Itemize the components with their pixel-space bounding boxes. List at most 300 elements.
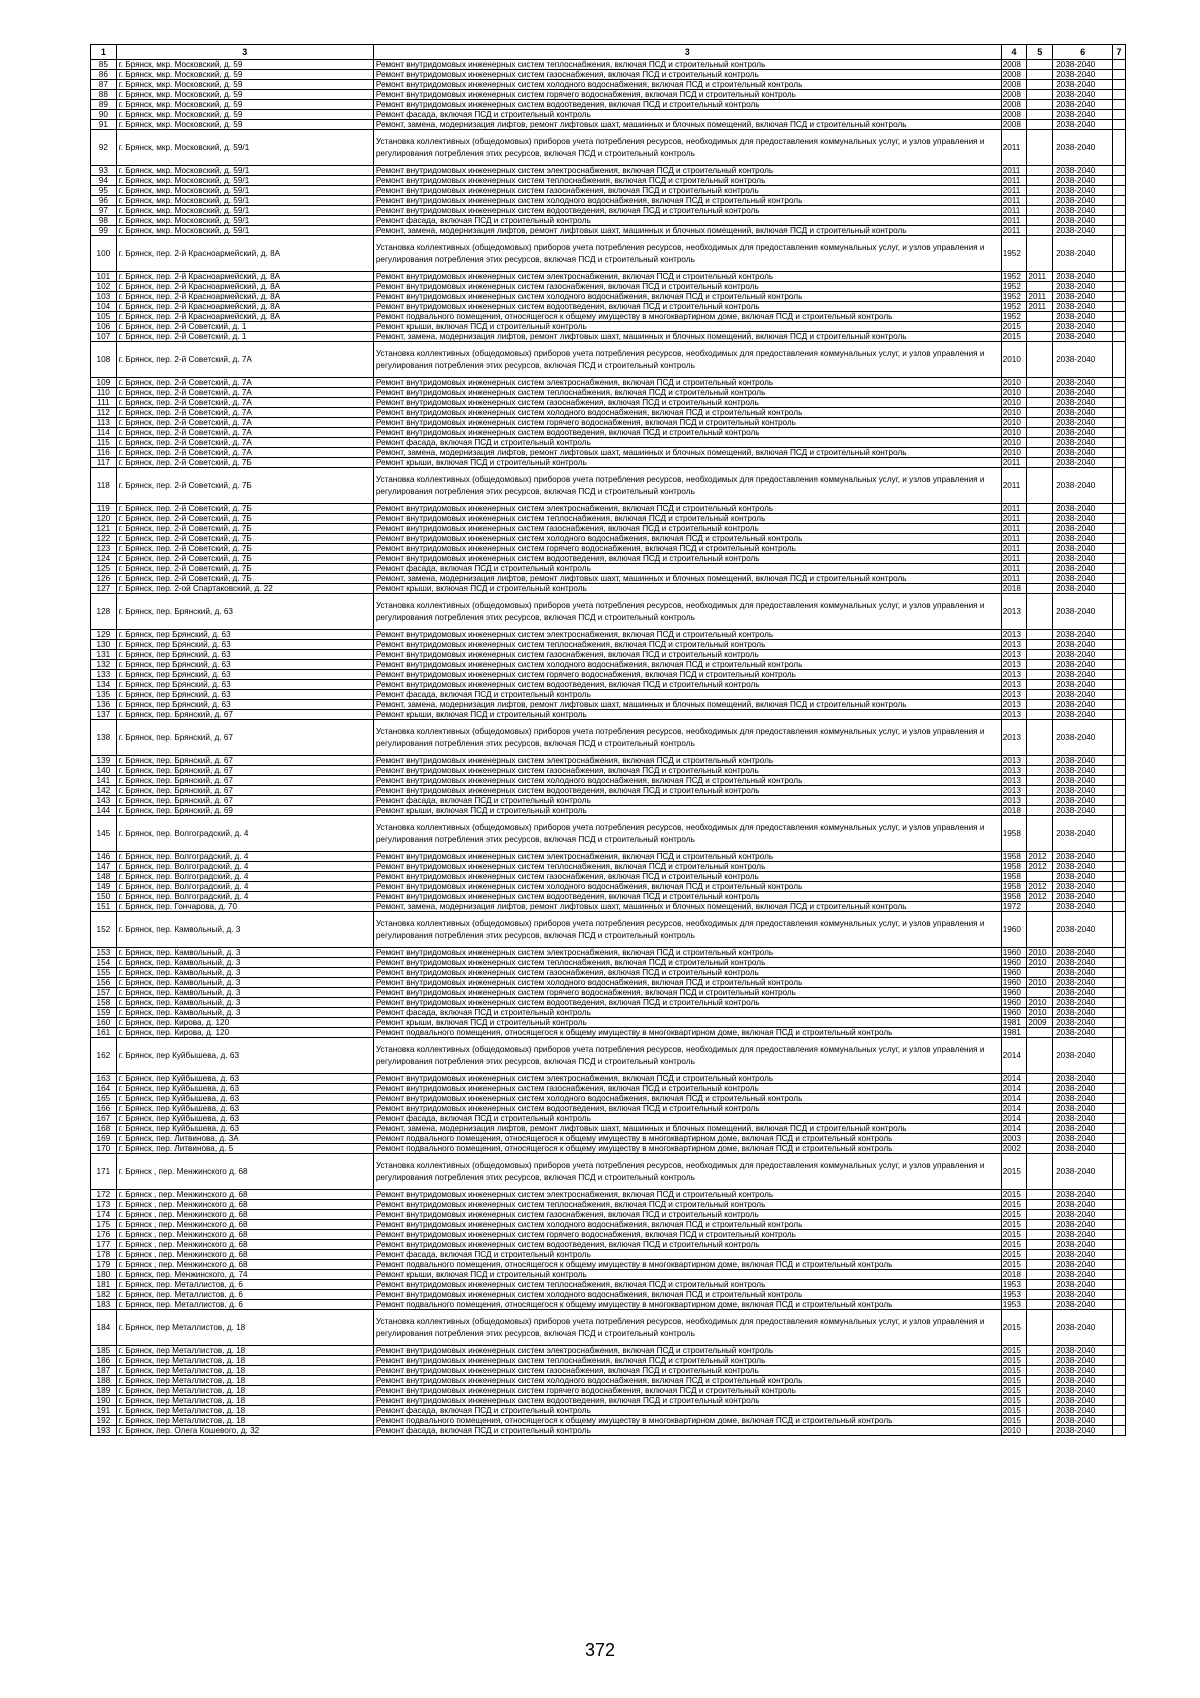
empty-cell [1113,312,1126,322]
work-type-cell: Ремонт внутридомовых инженерных систем холодного водоснабжения, включая ПСД и строительный контроль [373,534,1001,544]
year-built-cell: 2014 [1001,1038,1027,1074]
empty-cell [1113,80,1126,90]
last-repair-year-cell [1027,90,1053,100]
year-built-cell: 2011 [1001,458,1027,468]
table-row [91,322,1126,332]
year-built-cell: 1972 [1001,902,1027,912]
address-cell: г. Брянск, пер. 2-й Советский, д. 7А [116,408,373,418]
last-repair-year-cell [1027,1290,1053,1300]
empty-cell [1113,968,1126,978]
empty-cell [1113,514,1126,524]
table-row [91,660,1126,670]
empty-cell [1113,806,1126,816]
planned-period-cell: 2038-2040 [1053,554,1113,564]
year-built-cell: 2013 [1001,690,1027,700]
address-cell: г. Брянск, пер. 2-й Советский, д. 7Б [116,554,373,564]
last-repair-year-cell [1027,1124,1053,1134]
address-cell: г. Брянск , пер. Менжинского д. 68 [116,1210,373,1220]
year-built-cell: 2011 [1001,130,1027,166]
year-built-cell: 2015 [1001,1200,1027,1210]
planned-period-cell: 2038-2040 [1053,206,1113,216]
empty-cell [1113,272,1126,282]
row-number: 110 [91,388,117,398]
row-number: 105 [91,312,117,322]
last-repair-year-cell: 2010 [1027,998,1053,1008]
last-repair-year-cell [1027,1220,1053,1230]
year-built-cell: 2003 [1001,1134,1027,1144]
empty-cell [1113,988,1126,998]
planned-period-cell: 2038-2040 [1053,862,1113,872]
work-type-cell: Ремонт внутридомовых инженерных систем газоснабжения, включая ПСД и строительный контроль [373,524,1001,534]
year-built-cell: 1960 [1001,988,1027,998]
year-built-cell: 2015 [1001,1240,1027,1250]
row-number: 128 [91,594,117,630]
row-number: 103 [91,292,117,302]
last-repair-year-cell [1027,70,1053,80]
table-row [91,766,1126,776]
table-body [91,60,1126,1436]
work-type-cell: Ремонт внутридомовых инженерных систем водоотведения, включая ПСД и строительный контроль [373,1396,1001,1406]
row-number: 140 [91,766,117,776]
work-type-cell: Ремонт внутридомовых инженерных систем газоснабжения, включая ПСД и строительный контроль [373,1210,1001,1220]
planned-period-cell: 2038-2040 [1053,398,1113,408]
address-cell: г. Брянск , пер. Менжинского д. 68 [116,1260,373,1270]
last-repair-year-cell [1027,458,1053,468]
table-row [91,640,1126,650]
year-built-cell: 2010 [1001,378,1027,388]
planned-period-cell: 2038-2040 [1053,458,1113,468]
empty-cell [1113,1356,1126,1366]
planned-period-cell: 2038-2040 [1053,1094,1113,1104]
row-number: 164 [91,1084,117,1094]
last-repair-year-cell [1027,1104,1053,1114]
last-repair-year-cell [1027,776,1053,786]
planned-period-cell: 2038-2040 [1053,312,1113,322]
last-repair-year-cell [1027,1190,1053,1200]
address-cell: г. Брянск, пер. Литвинова, д. 3А [116,1134,373,1144]
planned-period-cell: 2038-2040 [1053,186,1113,196]
address-cell: г. Брянск, пер Брянский, д. 63 [116,650,373,660]
row-number: 112 [91,408,117,418]
year-built-cell: 1958 [1001,816,1027,852]
year-built-cell: 2013 [1001,720,1027,756]
empty-cell [1113,438,1126,448]
empty-cell [1113,1154,1126,1190]
year-built-cell: 1958 [1001,882,1027,892]
table-row [91,448,1126,458]
table-row [91,504,1126,514]
table-header-row [91,45,1126,60]
planned-period-cell: 2038-2040 [1053,1210,1113,1220]
address-cell: г. Брянск , пер. Менжинского д. 68 [116,1240,373,1250]
row-number: 139 [91,756,117,766]
work-type-cell: Ремонт внутридомовых инженерных систем горячего водоснабжения, включая ПСД и строительный контроль [373,90,1001,100]
table-row [91,574,1126,584]
row-number: 145 [91,816,117,852]
empty-cell [1113,1310,1126,1346]
address-cell: г. Брянск, пер. Камвольный, д. 3 [116,958,373,968]
empty-cell [1113,892,1126,902]
year-built-cell: 1958 [1001,872,1027,882]
row-number: 172 [91,1190,117,1200]
year-built-cell: 2014 [1001,1104,1027,1114]
address-cell: г. Брянск, пер. Брянский, д. 67 [116,720,373,756]
address-cell: г. Брянск, пер Брянский, д. 63 [116,690,373,700]
address-cell: г. Брянск, пер. Брянский, д. 67 [116,756,373,766]
year-built-cell: 2010 [1001,408,1027,418]
work-type-cell: Ремонт фасада, включая ПСД и строительный контроль [373,796,1001,806]
year-built-cell: 2015 [1001,1386,1027,1396]
last-repair-year-cell [1027,816,1053,852]
empty-cell [1113,1074,1126,1084]
work-type-cell: Ремонт фасада, включая ПСД и строительный контроль [373,438,1001,448]
empty-cell [1113,468,1126,504]
work-type-cell: Ремонт внутридомовых инженерных систем холодного водоснабжения, включая ПСД и строительный контроль [373,1376,1001,1386]
work-type-cell: Ремонт внутридомовых инженерных систем теплоснабжения, включая ПСД и строительный контроль [373,176,1001,186]
last-repair-year-cell [1027,806,1053,816]
planned-period-cell: 2038-2040 [1053,1104,1113,1114]
table-row [91,1114,1126,1124]
work-type-cell: Ремонт внутридомовых инженерных систем теплоснабжения, включая ПСД и строительный контроль [373,514,1001,524]
year-built-cell: 2011 [1001,524,1027,534]
empty-cell [1113,1134,1126,1144]
last-repair-year-cell [1027,100,1053,110]
work-type-cell: Ремонт, замена, модернизация лифтов, ремонт лифтовых шахт, машинных и блочных помещений, включая ПСД и строительный контроль [373,574,1001,584]
table-row [91,332,1126,342]
table-row [91,862,1126,872]
planned-period-cell: 2038-2040 [1053,1028,1113,1038]
row-number: 188 [91,1376,117,1386]
row-number: 171 [91,1154,117,1190]
table-row [91,216,1126,226]
table-row [91,514,1126,524]
empty-cell [1113,882,1126,892]
empty-cell [1113,1280,1126,1290]
work-type-cell: Ремонт внутридомовых инженерных систем горячего водоснабжения, включая ПСД и строительный контроль [373,670,1001,680]
last-repair-year-cell [1027,524,1053,534]
last-repair-year-cell [1027,640,1053,650]
planned-period-cell: 2038-2040 [1053,1366,1113,1376]
address-cell: г. Брянск, пер. 2-й Советский, д. 7Б [116,504,373,514]
table-row [91,584,1126,594]
table-row [91,1366,1126,1376]
work-type-cell: Ремонт внутридомовых инженерных систем газоснабжения, включая ПСД и строительный контроль [373,398,1001,408]
last-repair-year-cell [1027,796,1053,806]
address-cell: г. Брянск, мкр. Московский, д. 59 [116,120,373,130]
row-number: 190 [91,1396,117,1406]
row-number: 98 [91,216,117,226]
last-repair-year-cell [1027,438,1053,448]
table-row [91,700,1126,710]
row-number: 184 [91,1310,117,1346]
planned-period-cell: 2038-2040 [1053,292,1113,302]
empty-cell [1113,912,1126,948]
address-cell: г. Брянск, пер. Брянский, д. 67 [116,766,373,776]
year-built-cell: 2013 [1001,796,1027,806]
work-type-cell: Ремонт фасада, включая ПСД и строительный контроль [373,110,1001,120]
work-type-cell: Ремонт подвального помещения, относящегося к общему имуществу в многоквартирном доме, включая ПСД и строительный контроль [373,1134,1001,1144]
table-row [91,1426,1126,1436]
planned-period-cell: 2038-2040 [1053,796,1113,806]
planned-period-cell: 2038-2040 [1053,226,1113,236]
year-built-cell: 2018 [1001,1270,1027,1280]
row-number: 86 [91,70,117,80]
address-cell: г. Брянск, пер. 2-й Советский, д. 1 [116,332,373,342]
row-number: 90 [91,110,117,120]
table-row [91,282,1126,292]
work-type-cell: Ремонт внутридомовых инженерных систем холодного водоснабжения, включая ПСД и строительный контроль [373,882,1001,892]
address-cell: г. Брянск, пер. 2-й Советский, д. 7Б [116,514,373,524]
year-built-cell: 2013 [1001,776,1027,786]
last-repair-year-cell [1027,378,1053,388]
empty-cell [1113,1240,1126,1250]
row-number: 129 [91,630,117,640]
table-row [91,852,1126,862]
table-row [91,1074,1126,1084]
last-repair-year-cell [1027,1406,1053,1416]
empty-cell [1113,584,1126,594]
work-type-cell: Ремонт подвального помещения, относящегося к общему имуществу в многоквартирном доме, включая ПСД и строительный контроль [373,1260,1001,1270]
planned-period-cell: 2038-2040 [1053,282,1113,292]
table-row [91,710,1126,720]
last-repair-year-cell [1027,988,1053,998]
work-type-cell: Ремонт внутридомовых инженерных систем водоотведения, включая ПСД и строительный контроль [373,100,1001,110]
planned-period-cell: 2038-2040 [1053,428,1113,438]
address-cell: г. Брянск, пер Куйбышева, д. 63 [116,1124,373,1134]
empty-cell [1113,1084,1126,1094]
planned-period-cell: 2038-2040 [1053,1250,1113,1260]
work-type-cell: Установка коллективных (общедомовых) приборов учета потребления ресурсов, необходимых для предоставления коммунальных услуг, и узлов управления и регулирования потребления этих ресурсов, включая ПСД и строительный контроль [373,1154,1001,1190]
last-repair-year-cell [1027,408,1053,418]
row-number: 91 [91,120,117,130]
work-type-cell: Ремонт внутридомовых инженерных систем водоотведения, включая ПСД и строительный контроль [373,680,1001,690]
table-row [91,1124,1126,1134]
planned-period-cell: 2038-2040 [1053,640,1113,650]
work-type-cell: Ремонт внутридомовых инженерных систем газоснабжения, включая ПСД и строительный контроль [373,872,1001,882]
row-number: 88 [91,90,117,100]
row-number: 173 [91,1200,117,1210]
empty-cell [1113,398,1126,408]
table-row [91,342,1126,378]
address-cell: г. Брянск, пер. 2-й Красноармейский, д. 8А [116,302,373,312]
table-row [91,988,1126,998]
row-number: 182 [91,1290,117,1300]
row-number: 144 [91,806,117,816]
empty-cell [1113,1190,1126,1200]
row-number: 134 [91,680,117,690]
address-cell: г. Брянск, мкр. Московский, д. 59/1 [116,130,373,166]
row-number: 161 [91,1028,117,1038]
year-built-cell: 2011 [1001,544,1027,554]
address-cell: г. Брянск, пер. Волгоградский, д. 4 [116,862,373,872]
document-sheet [90,44,1126,1436]
year-built-cell: 2013 [1001,786,1027,796]
last-repair-year-cell: 2012 [1027,852,1053,862]
address-cell: г. Брянск, пер Металлистов, д. 18 [116,1346,373,1356]
year-built-cell: 1953 [1001,1290,1027,1300]
table-row [91,670,1126,680]
empty-cell [1113,1250,1126,1260]
empty-cell [1113,630,1126,640]
row-number: 124 [91,554,117,564]
address-cell: г. Брянск, пер. 2-й Советский, д. 7А [116,438,373,448]
work-type-cell: Ремонт внутридомовых инженерных систем газоснабжения, включая ПСД и строительный контроль [373,1084,1001,1094]
table-row [91,130,1126,166]
year-built-cell: 1960 [1001,998,1027,1008]
empty-cell [1113,408,1126,418]
row-number: 102 [91,282,117,292]
empty-cell [1113,418,1126,428]
row-number: 114 [91,428,117,438]
row-number: 142 [91,786,117,796]
planned-period-cell: 2038-2040 [1053,1008,1113,1018]
row-number: 132 [91,660,117,670]
work-type-cell: Ремонт подвального помещения, относящегося к общему имуществу в многоквартирном доме, включая ПСД и строительный контроль [373,1300,1001,1310]
work-type-cell: Ремонт крыши, включая ПСД и строительный контроль [373,458,1001,468]
work-type-cell: Ремонт внутридомовых инженерных систем горячего водоснабжения, включая ПСД и строительный контроль [373,1386,1001,1396]
table-row [91,166,1126,176]
row-number: 130 [91,640,117,650]
planned-period-cell: 2038-2040 [1053,408,1113,418]
work-type-cell: Ремонт внутридомовых инженерных систем водоотведения, включая ПСД и строительный контроль [373,302,1001,312]
year-built-cell: 2013 [1001,594,1027,630]
table-row [91,524,1126,534]
row-number: 153 [91,948,117,958]
empty-cell [1113,862,1126,872]
year-built-cell: 1952 [1001,312,1027,322]
table-row [91,958,1126,968]
planned-period-cell: 2038-2040 [1053,236,1113,272]
work-type-cell: Установка коллективных (общедомовых) приборов учета потребления ресурсов, необходимых для предоставления коммунальных услуг, и узлов управления и регулирования потребления этих ресурсов, включая ПСД и строительный контроль [373,130,1001,166]
empty-cell [1113,1144,1126,1154]
table-row [91,1300,1126,1310]
table-row [91,564,1126,574]
work-type-cell: Установка коллективных (общедомовых) приборов учета потребления ресурсов, необходимых для предоставления коммунальных услуг, и узлов управления и регулирования потребления этих ресурсов, включая ПСД и строительный контроль [373,1038,1001,1074]
empty-cell [1113,796,1126,806]
address-cell: г. Брянск, мкр. Московский, д. 59 [116,70,373,80]
row-number: 160 [91,1018,117,1028]
last-repair-year-cell [1027,504,1053,514]
planned-period-cell: 2038-2040 [1053,564,1113,574]
row-number: 189 [91,1386,117,1396]
last-repair-year-cell: 2011 [1027,272,1053,282]
empty-cell [1113,1290,1126,1300]
last-repair-year-cell [1027,398,1053,408]
empty-cell [1113,766,1126,776]
address-cell: г. Брянск, пер. 2-й Советский, д. 7А [116,398,373,408]
planned-period-cell: 2038-2040 [1053,216,1113,226]
work-type-cell: Ремонт внутридомовых инженерных систем горячего водоснабжения, включая ПСД и строительный контроль [373,418,1001,428]
year-built-cell: 2011 [1001,554,1027,564]
table-row [91,978,1126,988]
header-col-6: 6 [1053,45,1113,60]
table-row [91,186,1126,196]
year-built-cell: 2010 [1001,428,1027,438]
work-type-cell: Ремонт фасада, включая ПСД и строительный контроль [373,690,1001,700]
capital-repair-table [90,44,1126,1436]
last-repair-year-cell [1027,1210,1053,1220]
table-row [91,816,1126,852]
work-type-cell: Ремонт внутридомовых инженерных систем теплоснабжения, включая ПСД и строительный контроль [373,958,1001,968]
last-repair-year-cell [1027,1310,1053,1346]
year-built-cell: 1952 [1001,236,1027,272]
row-number: 96 [91,196,117,206]
year-built-cell: 2011 [1001,166,1027,176]
year-built-cell: 1960 [1001,978,1027,988]
planned-period-cell: 2038-2040 [1053,302,1113,312]
row-number: 115 [91,438,117,448]
year-built-cell: 2015 [1001,1190,1027,1200]
row-number: 87 [91,80,117,90]
last-repair-year-cell [1027,912,1053,948]
table-row [91,292,1126,302]
table-row [91,1290,1126,1300]
planned-period-cell: 2038-2040 [1053,766,1113,776]
table-row [91,1210,1126,1220]
row-number: 146 [91,852,117,862]
row-number: 162 [91,1038,117,1074]
address-cell: г. Брянск, пер. 2-ой Спартаковский, д. 22 [116,584,373,594]
last-repair-year-cell [1027,312,1053,322]
address-cell: г. Брянск, мкр. Московский, д. 59 [116,60,373,70]
address-cell: г. Брянск, мкр. Московский, д. 59 [116,110,373,120]
empty-cell [1113,236,1126,272]
year-built-cell: 1960 [1001,958,1027,968]
address-cell: г. Брянск, пер Куйбышева, д. 63 [116,1104,373,1114]
work-type-cell: Ремонт внутридомовых инженерных систем холодного водоснабжения, включая ПСД и строительный контроль [373,1290,1001,1300]
work-type-cell: Ремонт, замена, модернизация лифтов, ремонт лифтовых шахт, машинных и блочных помещений, включая ПСД и строительный контроль [373,120,1001,130]
year-built-cell: 1960 [1001,1008,1027,1018]
work-type-cell: Ремонт внутридомовых инженерных систем холодного водоснабжения, включая ПСД и строительный контроль [373,776,1001,786]
table-row [91,1084,1126,1094]
address-cell: г. Брянск, пер. 2-й Советский, д. 7А [116,342,373,378]
table-row [91,418,1126,428]
address-cell: г. Брянск, мкр. Московский, д. 59/1 [116,186,373,196]
table-row [91,176,1126,186]
work-type-cell: Ремонт фасада, включая ПСД и строительный контроль [373,1426,1001,1436]
row-number: 107 [91,332,117,342]
address-cell: г. Брянск, пер. Брянский, д. 67 [116,796,373,806]
last-repair-year-cell [1027,166,1053,176]
last-repair-year-cell [1027,1300,1053,1310]
last-repair-year-cell [1027,120,1053,130]
work-type-cell: Ремонт внутридомовых инженерных систем холодного водоснабжения, включая ПСД и строительный контроль [373,1094,1001,1104]
empty-cell [1113,640,1126,650]
year-built-cell: 2002 [1001,1144,1027,1154]
year-built-cell: 1952 [1001,302,1027,312]
last-repair-year-cell [1027,670,1053,680]
address-cell: г. Брянск, пер. 2-й Советский, д. 7Б [116,574,373,584]
planned-period-cell: 2038-2040 [1053,378,1113,388]
work-type-cell: Установка коллективных (общедомовых) приборов учета потребления ресурсов, необходимых для предоставления коммунальных услуг, и узлов управления и регулирования потребления этих ресурсов, включая ПСД и строительный контроль [373,342,1001,378]
empty-cell [1113,690,1126,700]
table-row [91,680,1126,690]
empty-cell [1113,1346,1126,1356]
table-row [91,110,1126,120]
table-row [91,272,1126,282]
planned-period-cell: 2038-2040 [1053,1074,1113,1084]
year-built-cell: 2010 [1001,448,1027,458]
planned-period-cell: 2038-2040 [1053,710,1113,720]
planned-period-cell: 2038-2040 [1053,1270,1113,1280]
table-row [91,1270,1126,1280]
year-built-cell: 2011 [1001,534,1027,544]
last-repair-year-cell [1027,342,1053,378]
last-repair-year-cell [1027,766,1053,776]
last-repair-year-cell [1027,206,1053,216]
empty-cell [1113,948,1126,958]
empty-cell [1113,670,1126,680]
